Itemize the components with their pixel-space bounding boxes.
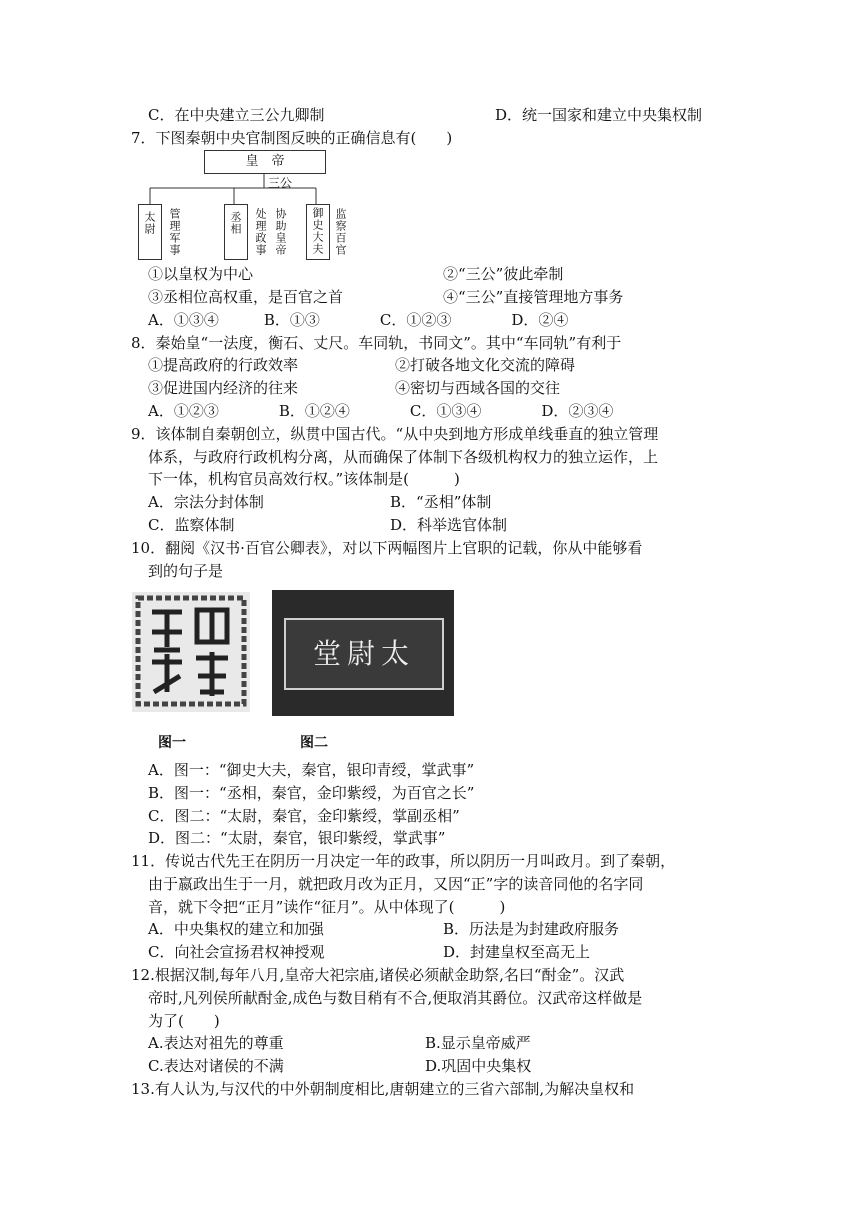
yushi-box [306,204,330,260]
text-line: 9．该体制自秦朝创立，纵贯中国古代。“从中央到地方形成单线垂直的独立管理 [131,425,659,443]
text-line: D．图二：“太尉，秦官，银印紫绶，掌武事” [148,829,446,847]
text-line: ③丞相位高权重，是百官之首 [148,288,344,306]
text-line: D.巩固中央集权 [425,1057,532,1075]
taiwei-label: 太尉 [143,211,156,235]
text-line: B．历法是为封建政府服务 [443,920,620,938]
yushi-label: 御史大夫 [311,207,324,255]
text-line: 10．翻阅《汉书·百官公卿表》，对以下两幅图片上官职的记载，你从中能够看 [131,539,643,557]
text-line: 8．秦始皇“一法度，衡石、丈尺。车同轨，书同文”。其中“车同轨”有利于 [131,334,622,352]
text-line: 帝时,凡列侯所献酎金,成色与数目稍有不合,便取消其爵位。汉武帝这样做是 [148,989,643,1007]
taiwei-box [138,204,162,260]
text-line: 音，就下令把“正月”读作“征月”。从中体现了( ) [148,898,506,916]
yushi-duty: 监察百官 [334,208,347,256]
text-line: 13.有人认为,与汉代的中外朝制度相比,唐朝建立的三省六部制,为解决皇权和 [131,1080,635,1098]
text-line: A.表达对祖先的尊重 [148,1034,284,1052]
text-line: 12.根据汉制,每年八月,皇帝大祀宗庙,诸侯必须献金助祭,名曰“酎金”。汉武 [131,966,625,984]
text-line: 到的句子是 [148,562,224,580]
text-line: 7．下图秦朝中央官制图反映的正确信息有( ) [131,129,453,147]
text-line: 由于嬴政出生于一月，就把政月改为正月，又因“正”字的读音同他的名字同 [148,875,644,893]
text-line: ④密切与西域各国的交往 [395,379,561,397]
text-line: C.表达对诸侯的不满 [148,1057,284,1075]
text-line: A．①②③ B．①②④ C．①③④ D．②③④ [148,402,614,420]
text-line: C．向社会宣扬君权神授观 [148,943,325,961]
text-line: B．“丞相”体制 [390,493,492,511]
plaque-text: 堂尉太 [312,637,415,670]
text-line: B．图一：“丞相，秦官，金印紫绶，为百官之长” [148,784,475,802]
text-line: ①提高政府的行政效率 [148,356,299,374]
text-line: A．①③④ B．①③ C．①②③ D．②④ [148,311,569,329]
text-line: ②“三公”彼此牵制 [443,265,564,283]
text-line: ①以皇权为中心 [148,265,254,283]
text-line: A．图一：“御史大夫，秦官，银印青绶，掌武事” [148,761,475,779]
text-line: 为了( ) [148,1012,220,1030]
chengxiang-label: 丞相 [229,211,242,235]
text-line: 体系，与政府行政机构分离，从而确保了体制下各级机构权力的独立运作，上 [148,448,659,466]
text-line: C．监察体制 [148,516,235,534]
text-line: ④“三公”直接管理地方事务 [443,288,624,306]
qin-official-diagram [138,150,390,260]
figure-2-caption: 图二 [300,735,328,751]
text-line: ②打破各地文化交流的障碍 [395,356,576,374]
figure-1-caption: 图一 [158,735,186,751]
taiwei-duty: 管理军事 [168,208,181,256]
text-line: B.显示皇帝威严 [425,1034,531,1052]
plaque-frame [284,618,444,690]
figure-1-seal-image [132,592,250,712]
text-line: ③促进国内经济的往来 [148,379,299,397]
text-line: A．中央集权的建立和加强 [148,920,324,938]
emperor-box: 皇 帝 [204,150,326,174]
text-line: D．封建皇权至高无上 [443,943,591,961]
figure-2-plaque-image [272,590,454,716]
seal-stamp-icon [132,592,250,712]
text-line: C．在中央建立三公九卿制 [148,106,325,124]
text-line: 下一体，机构官员高效行权。”该体制是( ) [148,470,460,488]
text-line: D．统一国家和建立中央集权制 [495,106,703,124]
text-line: A．宗法分封体制 [148,493,264,511]
chengxiang-duty: 处理政事 [254,208,267,256]
text-line: 11．传说古代先王在阴历一月决定一年的政事，所以阴历一月叫政月。到了秦朝， [131,852,676,870]
chengxiang-box [224,204,248,260]
chengxiang-duty-2: 协助皇帝 [274,208,287,256]
text-line: D．科举选官体制 [390,516,508,534]
text-line: C．图二：“太尉，秦官，金印紫绶，掌副丞相” [148,807,460,825]
sangong-label: 三公 [268,176,293,190]
